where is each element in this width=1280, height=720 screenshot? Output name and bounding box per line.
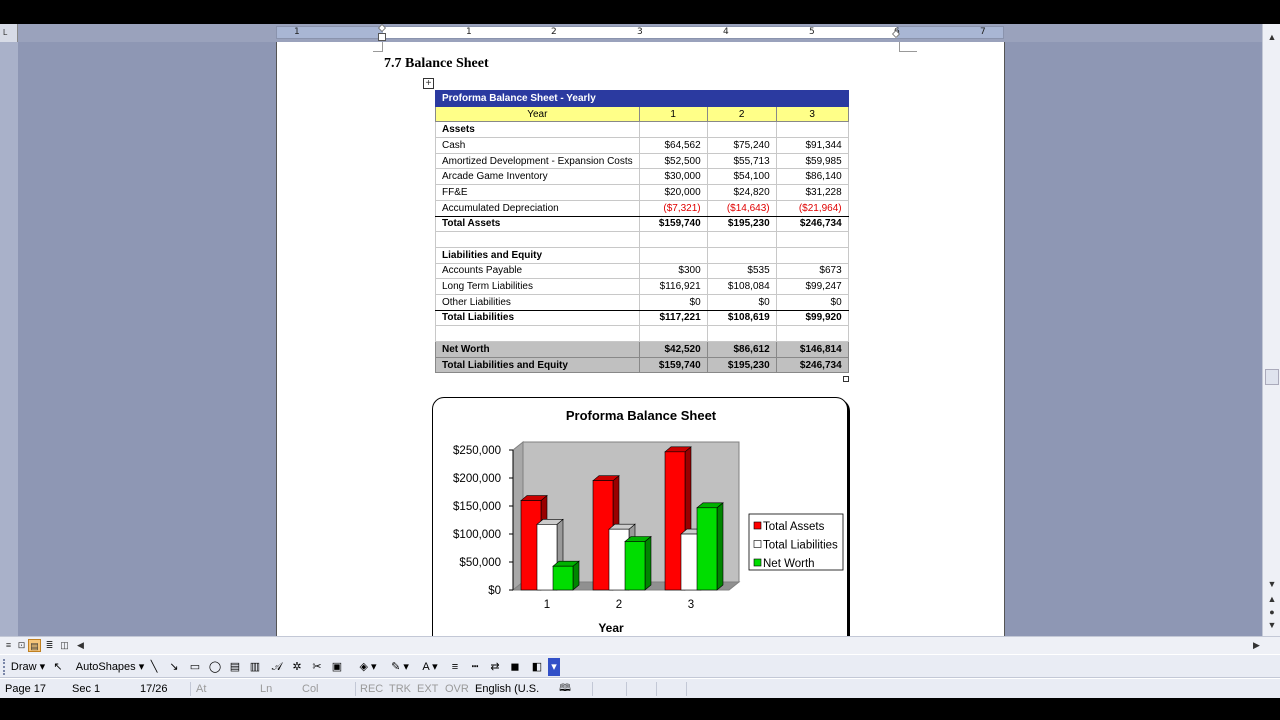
toolbar-options-icon[interactable]: ▾ bbox=[548, 658, 560, 676]
chart-title: Proforma Balance Sheet bbox=[565, 408, 717, 423]
row-label: Amortized Development - Expansion Costs bbox=[436, 153, 640, 169]
row-label: FF&E bbox=[436, 185, 640, 201]
table-cell: $116,921 bbox=[639, 279, 707, 295]
left-indent-marker[interactable] bbox=[378, 33, 386, 41]
outline-view-icon[interactable]: ≣ bbox=[45, 640, 54, 650]
liabilities-header: Liabilities and Equity bbox=[436, 247, 640, 263]
table-row bbox=[436, 200, 849, 216]
shadow-style-icon[interactable]: ◼ bbox=[510, 661, 520, 673]
bar-net-worth bbox=[697, 508, 717, 590]
scroll-right-icon[interactable]: ▶ bbox=[1253, 640, 1260, 650]
status-separator bbox=[190, 682, 191, 696]
table-cell-negative: ($7,321) bbox=[639, 200, 707, 216]
table-row bbox=[436, 294, 849, 310]
legend-label: Total Assets bbox=[763, 521, 825, 533]
line-icon[interactable]: ╲ bbox=[150, 661, 158, 673]
ruler-number: 4 bbox=[723, 27, 729, 37]
scroll-left-icon[interactable]: ◀ bbox=[77, 640, 84, 650]
table-resize-handle[interactable] bbox=[843, 376, 849, 382]
next-page-icon[interactable]: ▼ bbox=[1267, 620, 1277, 630]
y-tick-label: $50,000 bbox=[459, 557, 501, 569]
previous-page-icon[interactable]: ▲ bbox=[1267, 594, 1277, 604]
table-title-row bbox=[436, 91, 849, 107]
table-cell: $55,713 bbox=[707, 153, 776, 169]
row-label: Total Liabilities bbox=[436, 310, 640, 326]
table-cell: $195,230 bbox=[707, 216, 776, 232]
table-row bbox=[436, 263, 849, 279]
row-label: Arcade Game Inventory bbox=[436, 169, 640, 185]
table-cell: $64,562 bbox=[639, 138, 707, 154]
arrow-icon[interactable]: ↘ bbox=[169, 661, 179, 673]
fill-color-icon[interactable]: ◈ ▾ bbox=[359, 661, 377, 673]
normal-view-icon[interactable]: ≡ bbox=[5, 640, 12, 650]
table-cell: $146,814 bbox=[776, 342, 848, 358]
table-cell: $108,619 bbox=[707, 310, 776, 326]
status-separator bbox=[592, 682, 593, 696]
table-cell: $246,734 bbox=[776, 216, 848, 232]
status-page: Page 17 bbox=[5, 683, 46, 695]
crop-mark bbox=[373, 42, 383, 52]
total-assets-row bbox=[436, 216, 849, 232]
draw-label: Draw bbox=[10, 661, 37, 673]
draw-menu-button[interactable]: Draw ▾ bbox=[10, 661, 46, 673]
legend-swatch bbox=[754, 559, 761, 566]
insert-picture-icon[interactable]: ▣ bbox=[331, 661, 343, 673]
bar-side bbox=[717, 503, 723, 590]
year-row bbox=[436, 106, 849, 122]
spacer-row bbox=[436, 326, 849, 342]
table-row bbox=[436, 279, 849, 295]
year-cell: 3 bbox=[776, 106, 848, 122]
total-liabilities-row bbox=[436, 310, 849, 326]
tab-selector-label: L bbox=[3, 28, 8, 37]
vertical-scrollbar[interactable] bbox=[1262, 24, 1280, 636]
title-bar bbox=[0, 0, 1280, 24]
autoshapes-label: AutoShapes bbox=[75, 661, 136, 673]
x-axis-label: Year bbox=[598, 621, 624, 635]
balance-sheet-chart[interactable] bbox=[433, 398, 849, 636]
y-tick-label: $100,000 bbox=[453, 529, 501, 541]
table-cell: $246,734 bbox=[776, 357, 848, 373]
ruler-right-margin bbox=[897, 27, 1003, 38]
status-line: Ln bbox=[260, 683, 273, 695]
row-label: Long Term Liabilities bbox=[436, 279, 640, 295]
document-area[interactable] bbox=[0, 42, 1262, 636]
table-cell: $20,000 bbox=[639, 185, 707, 201]
status-language: English (U.S. bbox=[475, 683, 540, 695]
y-tick-label: $0 bbox=[488, 585, 501, 597]
row-label: Total Liabilities and Equity bbox=[436, 357, 640, 373]
y-tick-label: $200,000 bbox=[453, 473, 501, 485]
year-label: Year bbox=[436, 106, 640, 122]
line-color-icon[interactable]: ✎ ▾ bbox=[391, 661, 409, 673]
table-cell: $0 bbox=[707, 294, 776, 310]
ruler-row bbox=[0, 24, 1280, 42]
dash-style-icon[interactable]: ┅ bbox=[471, 661, 479, 673]
taskbar-area bbox=[0, 698, 1280, 720]
arrow-style-icon[interactable]: ⇄ bbox=[490, 661, 500, 673]
spacer-row bbox=[436, 232, 849, 248]
table-cell: $91,344 bbox=[776, 138, 848, 154]
reading-view-icon[interactable]: ◫ bbox=[60, 640, 69, 650]
horizontal-scrollbar[interactable] bbox=[0, 636, 1280, 654]
table-cell: $86,612 bbox=[707, 342, 776, 358]
status-bar bbox=[0, 678, 1280, 698]
status-at: At bbox=[196, 683, 207, 695]
table-row bbox=[436, 247, 849, 263]
scroll-thumb[interactable] bbox=[1265, 369, 1279, 385]
bar-side bbox=[645, 536, 651, 590]
table-cell: $159,740 bbox=[639, 216, 707, 232]
ruler-number: 1 bbox=[294, 27, 300, 37]
status-separator bbox=[626, 682, 627, 696]
table-cell: $99,247 bbox=[776, 279, 848, 295]
status-trk[interactable]: TRK bbox=[389, 683, 411, 695]
table-cell-negative: ($14,643) bbox=[707, 200, 776, 216]
row-label: Cash bbox=[436, 138, 640, 154]
ruler-number: 7 bbox=[980, 27, 986, 37]
table-cell: $42,520 bbox=[639, 342, 707, 358]
table-cell: $195,230 bbox=[707, 357, 776, 373]
legend-label: Net Worth bbox=[763, 558, 815, 570]
x-tick-label: 2 bbox=[615, 599, 623, 611]
table-row bbox=[436, 185, 849, 201]
ruler-left-margin bbox=[277, 27, 383, 38]
y-tick-label: $150,000 bbox=[453, 501, 501, 513]
table-row bbox=[436, 122, 849, 138]
tab-selector[interactable] bbox=[0, 24, 18, 42]
legend-swatch bbox=[754, 522, 761, 529]
assets-header: Assets bbox=[436, 122, 640, 138]
table-cell: $108,084 bbox=[707, 279, 776, 295]
font-color-icon[interactable]: A ▾ bbox=[422, 661, 438, 673]
x-tick-label: 1 bbox=[543, 599, 551, 611]
bar-net-worth bbox=[625, 541, 645, 590]
table-cell: $75,240 bbox=[707, 138, 776, 154]
scroll-up-icon[interactable]: ▲ bbox=[1267, 32, 1277, 42]
status-page-count: 17/26 bbox=[140, 683, 168, 695]
drawing-toolbar bbox=[0, 654, 1280, 678]
net-worth-row bbox=[436, 342, 849, 358]
status-column: Col bbox=[302, 683, 319, 695]
table-cell-negative: ($21,964) bbox=[776, 200, 848, 216]
table-cell: $673 bbox=[776, 263, 848, 279]
spelling-status-icon[interactable]: 🕮 bbox=[559, 683, 571, 694]
line-style-icon[interactable]: ≡ bbox=[451, 661, 459, 673]
total-liabilities-equity-row bbox=[436, 357, 849, 373]
table-cell: $52,500 bbox=[639, 153, 707, 169]
table-cell: $31,228 bbox=[776, 185, 848, 201]
status-rec[interactable]: REC bbox=[360, 683, 384, 695]
status-ovr[interactable]: OVR bbox=[445, 683, 469, 695]
web-view-icon[interactable]: ⊡ bbox=[17, 640, 26, 650]
table-cell: $99,920 bbox=[776, 310, 848, 326]
table-row bbox=[436, 153, 849, 169]
table-cell: $0 bbox=[639, 294, 707, 310]
legend-label: Total Liabilities bbox=[763, 539, 838, 552]
year-cell: 2 bbox=[707, 106, 776, 122]
table-row bbox=[436, 138, 849, 154]
table-title: Proforma Balance Sheet - Yearly bbox=[436, 91, 640, 107]
table-row bbox=[436, 169, 849, 185]
bar-net-worth bbox=[553, 566, 573, 590]
document-page[interactable] bbox=[276, 42, 1005, 636]
ruler-number: 3 bbox=[637, 27, 643, 37]
row-label: Total Assets bbox=[436, 216, 640, 232]
row-label: Other Liabilities bbox=[436, 294, 640, 310]
status-separator bbox=[656, 682, 657, 696]
table-cell: $54,100 bbox=[707, 169, 776, 185]
table-move-handle[interactable]: + bbox=[423, 78, 434, 89]
legend-swatch bbox=[754, 541, 761, 548]
toolbar-grip[interactable] bbox=[3, 659, 6, 675]
table-cell: $535 bbox=[707, 263, 776, 279]
status-separator bbox=[355, 682, 356, 696]
table-cell: $30,000 bbox=[639, 169, 707, 185]
scroll-down-icon[interactable]: ▼ bbox=[1267, 579, 1277, 589]
table-cell: $24,820 bbox=[707, 185, 776, 201]
status-separator bbox=[686, 682, 687, 696]
vertical-text-box-icon[interactable]: ▥ bbox=[249, 661, 261, 673]
3d-style-icon[interactable]: ◧ bbox=[531, 661, 543, 673]
select-objects-icon[interactable]: ↖ bbox=[53, 661, 63, 673]
table-cell: $300 bbox=[639, 263, 707, 279]
balance-sheet-table[interactable] bbox=[435, 90, 849, 373]
print-layout-view-icon[interactable]: ▤ bbox=[28, 639, 41, 652]
clip-art-icon[interactable]: ✂ bbox=[312, 661, 322, 673]
status-section: Sec 1 bbox=[72, 683, 101, 695]
table-cell: $86,140 bbox=[776, 169, 848, 185]
row-label: Accounts Payable bbox=[436, 263, 640, 279]
oval-icon[interactable]: ◯ bbox=[208, 661, 222, 673]
chart-frame[interactable] bbox=[432, 397, 848, 636]
vertical-ruler bbox=[0, 42, 18, 636]
rectangle-icon[interactable]: ▭ bbox=[189, 661, 201, 673]
crop-mark bbox=[899, 42, 917, 52]
year-cell: 1 bbox=[639, 106, 707, 122]
text-box-icon[interactable]: ▤ bbox=[229, 661, 241, 673]
ruler-number: 2 bbox=[551, 27, 557, 37]
select-browse-object-icon[interactable]: ● bbox=[1269, 607, 1275, 617]
table-cell: $117,221 bbox=[639, 310, 707, 326]
diagram-icon[interactable]: ✲ bbox=[292, 661, 302, 673]
section-heading: 7.7 Balance Sheet bbox=[384, 56, 489, 71]
row-label: Net Worth bbox=[436, 342, 640, 358]
wordart-icon[interactable]: 𝒜 bbox=[271, 661, 283, 673]
row-label: Accumulated Depreciation bbox=[436, 200, 640, 216]
table-cell: $59,985 bbox=[776, 153, 848, 169]
table-cell: $0 bbox=[776, 294, 848, 310]
status-ext[interactable]: EXT bbox=[417, 683, 439, 695]
x-tick-label: 3 bbox=[687, 599, 695, 611]
autoshapes-menu-button[interactable]: AutoShapes ▾ bbox=[75, 661, 145, 673]
table-cell: $159,740 bbox=[639, 357, 707, 373]
ruler-number: 1 bbox=[466, 27, 472, 37]
ruler-number: 5 bbox=[809, 27, 815, 37]
y-tick-label: $250,000 bbox=[453, 445, 501, 457]
